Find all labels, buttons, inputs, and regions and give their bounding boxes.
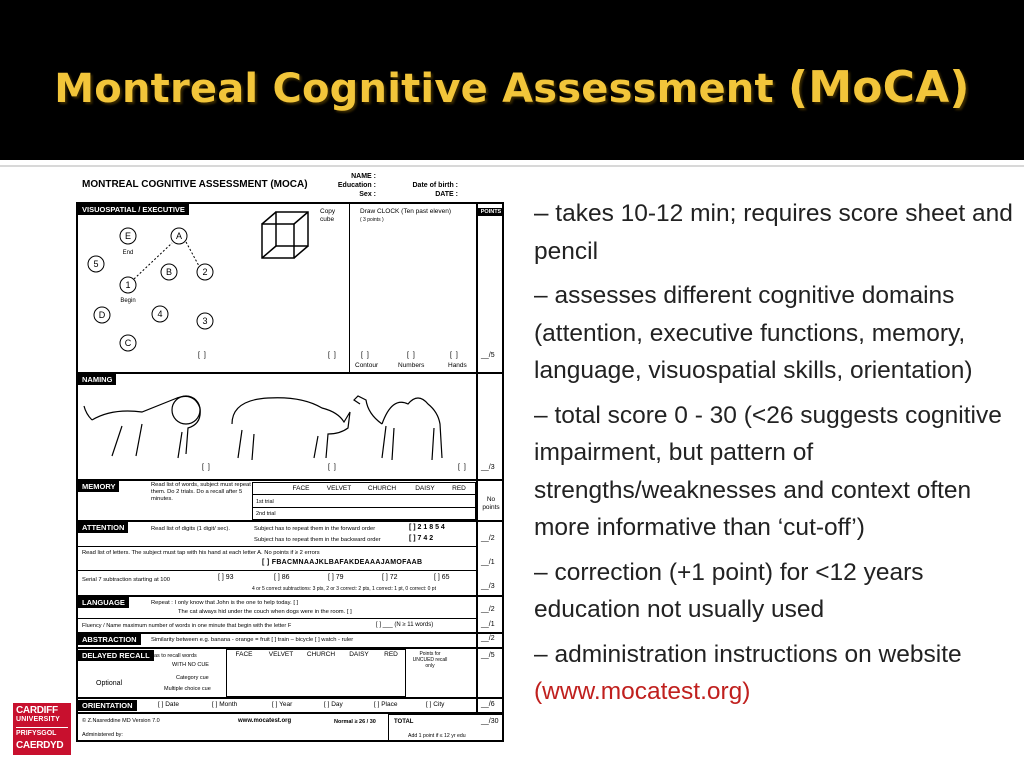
moca-form-image: [76, 172, 504, 746]
serial-value-1: [ ] 93: [218, 574, 234, 581]
attention-letters: [ ] FBACMNAAJKLBAFAKDEAAAJAMOFAAB: [262, 559, 423, 566]
cardiff-university-logo: [13, 703, 71, 755]
divider: [76, 372, 504, 374]
orientation-band: ORIENTATION: [78, 700, 137, 711]
bullet-dash: –: [534, 640, 548, 668]
camel-checkbox: [ ]: [458, 464, 466, 471]
title-divider: [0, 165, 1024, 167]
delayed-recall-band: DELAYED RECALL: [78, 650, 154, 661]
logo-line-4: CAERDYD: [16, 740, 64, 751]
attention-digit-instr: Read list of digits (1 digit/ sec).: [151, 526, 230, 532]
memory-word-5: RED: [452, 485, 466, 492]
orientation-place: [ ] Place: [374, 701, 398, 708]
form-title: MONTREAL COGNITIVE ASSESSMENT (MOCA): [82, 179, 308, 190]
visuospatial-score: __/5: [481, 352, 495, 359]
abstraction-band: ABSTRACTION: [78, 634, 141, 645]
bullet-dash: –: [534, 282, 548, 309]
orientation-year: [ ] Year: [272, 701, 293, 708]
bullet-text: administration instructions on website: [554, 640, 962, 668]
orientation-score: __/6: [481, 701, 495, 708]
naming-animals-drawing: [82, 384, 472, 464]
form-edu-note: Add 1 point if ≤ 12 yr edu: [408, 733, 466, 739]
delayed-word-3: CHURCH: [306, 651, 336, 658]
clock-divider: [349, 202, 350, 372]
delayed-word-4: DAISY: [349, 651, 369, 658]
serial-value-4: [ ] 72: [382, 574, 398, 581]
lion-checkbox: [ ]: [202, 464, 210, 471]
language-fluency-score: [ ] ___ (N ≥ 11 words): [376, 622, 434, 628]
delayed-optional: Optional: [96, 680, 123, 687]
attention-score-3: __/3: [481, 583, 495, 590]
form-total-label: TOTAL: [394, 719, 414, 725]
name-label: NAME :: [351, 173, 376, 180]
contour-checkbox: [ ]: [361, 352, 369, 359]
bullet-list: [534, 194, 1020, 718]
bullet-item: [534, 397, 1020, 547]
form-administered: Administered by:: [82, 732, 123, 738]
clock-instruction: Draw CLOCK (Ten past eleven): [360, 208, 452, 215]
education-label: Education :: [337, 182, 376, 189]
divider: [76, 570, 476, 571]
language-score-2: __/1: [481, 621, 495, 628]
rhino-checkbox: [ ]: [328, 464, 336, 471]
trail-checkbox: [ ]: [198, 352, 206, 359]
logo-line-2: UNIVERSITY: [16, 716, 61, 723]
memory-word-3: CHURCH: [367, 485, 397, 492]
mocatest-link[interactable]: (www.mocatest.org): [534, 678, 751, 705]
delayed-has-to-recall: Has to recall words: [150, 653, 197, 659]
divider: [252, 494, 476, 495]
memory-band: MEMORY: [78, 481, 119, 492]
trail-node-1: 1: [125, 280, 131, 290]
delayed-mc-cue: Multiple choice cue: [164, 686, 211, 692]
naming-band: NAMING: [78, 374, 116, 385]
divider: [76, 546, 476, 547]
bullet-dash: –: [534, 197, 549, 227]
orientation-day: [ ] Day: [324, 701, 343, 708]
logo-line-1: CARDIFF: [16, 705, 58, 716]
delayed-points-note: Points for UNCUED recall only: [412, 651, 448, 669]
bullet-item: [534, 554, 1020, 629]
contour-label: Contour: [355, 362, 379, 369]
delayed-word-2: VELVET: [268, 651, 294, 658]
bullet-text: correction (+1 point) for <12 years education not usually used: [534, 558, 924, 623]
trail-node-d: D: [98, 310, 106, 320]
hands-label: Hands: [448, 362, 467, 369]
points-column-divider: [476, 202, 478, 712]
divider: [76, 595, 504, 597]
orientation-date: [ ] Date: [158, 701, 179, 708]
trail-begin-label: Begin: [120, 298, 136, 304]
serial-value-5: [ ] 65: [434, 574, 450, 581]
sex-label: Sex :: [359, 191, 376, 198]
attention-forward-digits: [ ] 2 1 8 5 4: [409, 524, 445, 531]
attention-band: ATTENTION: [78, 522, 128, 533]
delayed-word-5: RED: [384, 651, 398, 658]
cube-drawing: [258, 208, 316, 264]
form-author: © Z.Nasreddine MD Version 7.0: [82, 718, 160, 724]
slide-title: [0, 62, 1024, 113]
naming-score: __/3: [481, 464, 495, 471]
serial-scoring: 4 or 5 correct subtractions: 3 pts, 2 or 3 correct: 2 pts, 1 correct: 1 pt, 0 correct: 0 pt: [252, 586, 436, 592]
orientation-month: [ ] Month: [212, 701, 238, 708]
bullet-dash: –: [534, 401, 548, 429]
trail-node-5: 5: [93, 259, 99, 269]
form-header-right-labels: [396, 181, 458, 199]
trail-node-3: 3: [202, 316, 208, 326]
bullet-text: takes 10-12 min; requires score sheet and pencil: [534, 200, 1013, 265]
trail-node-2: 2: [202, 267, 208, 277]
bullet-dash: –: [534, 558, 548, 586]
language-band: LANGUAGE: [78, 597, 129, 608]
bullet-item: [534, 277, 1020, 390]
numbers-label: Numbers: [398, 362, 425, 369]
bullet-text: total score 0 - 30 (<26 suggests cognitive impairment, but pattern of strengths/weaknesses and context often more informative than ‘cut-off’): [534, 401, 1002, 541]
logo-line-3: PRIFYSGOL: [16, 730, 57, 737]
memory-word-2: VELVET: [326, 485, 352, 492]
hands-checkbox: [ ]: [450, 352, 458, 359]
language-score-1: __/2: [481, 606, 495, 613]
language-repeat-2: The cat always hid under the couch when dogs were in the room. [ ]: [178, 609, 352, 615]
divider: [76, 520, 504, 522]
attention-backward: Subject has to repeat them in the backward order: [254, 537, 381, 543]
attention-forward: Subject has to repeat them in the forward order: [254, 526, 376, 532]
memory-word-4: DAISY: [415, 485, 435, 492]
divider: [76, 479, 504, 481]
cube-checkbox: [ ]: [328, 352, 336, 359]
form-website: www.mocatest.org: [238, 718, 292, 724]
divider: [76, 697, 504, 699]
bullet-text: assesses different cognitive domains (attention, executive functions, memory, language, visuospatial skills, orientation): [534, 282, 973, 384]
abstraction-score: __/2: [481, 635, 495, 642]
divider: [252, 507, 476, 508]
logo-separator: [16, 727, 68, 728]
divider: [76, 618, 476, 619]
language-fluency: Fluency / Name maximum number of words in one minute that begin with the letter F: [82, 623, 292, 629]
attention-letters-instr: Read list of letters. The subject must tap with his hand at each letter A. No points if ≥ 2 errors: [82, 550, 320, 556]
form-header-left-labels: [326, 172, 376, 199]
slide-title-paren: (MoCA): [787, 62, 970, 113]
trail-node-4: 4: [157, 309, 163, 319]
memory-trial2: 2nd trial: [256, 511, 276, 517]
visuospatial-band: VISUOSPATIAL / EXECUTIVE: [78, 204, 189, 215]
form-total-score: __/30: [481, 718, 499, 725]
memory-word-1: FACE: [292, 485, 310, 492]
copy-cube-label: Copy cube: [320, 208, 336, 223]
serial-value-2: [ ] 86: [274, 574, 290, 581]
orientation-city: [ ] City: [426, 701, 445, 708]
trail-making-diagram: [84, 222, 234, 362]
attention-score-1: __/2: [481, 535, 495, 542]
delayed-category-cue: Category cue: [176, 675, 209, 681]
numbers-checkbox: [ ]: [407, 352, 415, 359]
abstraction-text: Similarity between e.g. banana - orange = fruit [ ] train – bicycle [ ] watch - ruler: [151, 637, 354, 643]
trail-end-label: End: [122, 250, 134, 256]
delayed-with-no-cue: WITH NO CUE: [172, 662, 209, 668]
memory-instructions: Read list of words, subject must repeat them. Do 2 trials. Do a recall after 5 minutes.: [151, 482, 251, 502]
trail-node-b: B: [165, 267, 173, 277]
bullet-item: [534, 194, 1020, 270]
attention-score-2: __/1: [481, 559, 495, 566]
bullet-item: [534, 636, 1020, 711]
trail-node-e: E: [124, 231, 132, 241]
memory-trial1: 1st trial: [256, 499, 274, 505]
dob-label: Date of birth :: [412, 182, 458, 189]
attention-serial: Serial 7 subtraction starting at 100: [82, 577, 170, 583]
delayed-word-1: FACE: [235, 651, 253, 658]
form-normal: Normal ≥ 26 / 30: [334, 719, 376, 725]
date-label: DATE :: [435, 191, 458, 198]
trail-node-a: A: [175, 231, 183, 241]
language-repeat-1: Repeat : I only know that John is the one to help today. [ ]: [151, 600, 299, 606]
delayed-recall-score: __/5: [481, 652, 495, 659]
memory-no-points: No points: [482, 496, 500, 511]
serial-value-3: [ ] 79: [328, 574, 344, 581]
clock-points: ( 3 points ): [360, 217, 384, 223]
attention-backward-digits: [ ] 7 4 2: [409, 535, 434, 542]
trail-node-c: C: [124, 338, 132, 348]
slide-title-main: Montreal Cognitive Assessment: [54, 66, 774, 112]
points-header: POINTS: [478, 208, 504, 216]
